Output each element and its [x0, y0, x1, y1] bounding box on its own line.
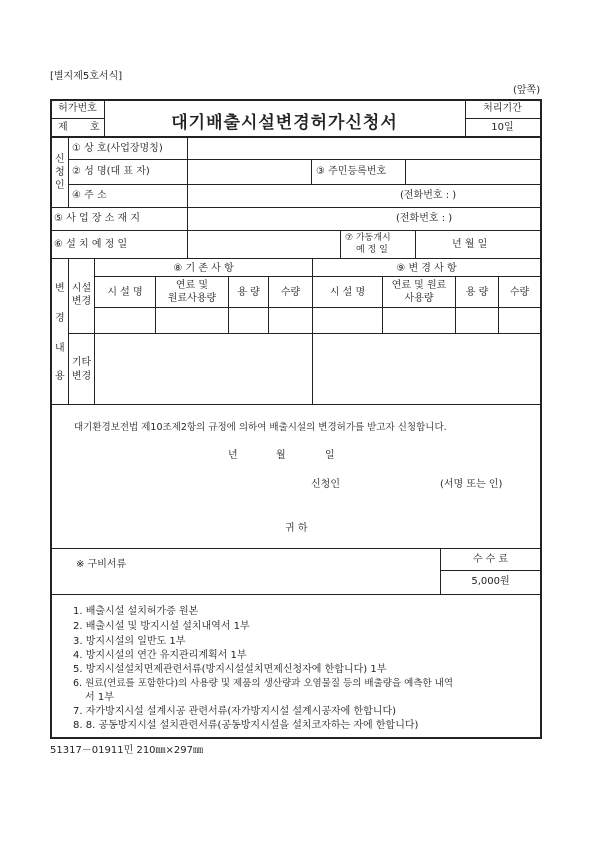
address-phone: (전화번호 : ): [400, 190, 457, 201]
page-side-label: (앞쪽): [513, 85, 541, 96]
processing-period-label: 처리기간: [483, 103, 522, 114]
change-section-char-2: 경: [55, 313, 65, 324]
required-documents-label: ※ 구비서류: [76, 559, 127, 570]
signature-note: (서명 또는 인): [440, 479, 503, 490]
existing-fuel-header-2: 원료사용량: [167, 293, 217, 304]
business-name-field[interactable]: [189, 139, 538, 157]
form-footer-code: 51317－01911민 210㎜×297㎜: [50, 745, 204, 756]
frame-left: [50, 99, 52, 739]
document-item: 6. 원료(연료를 포함한다)의 사용량 및 제품의 생산량과 오염물질 등의 배출량을 예측한 내역: [73, 678, 454, 689]
changed-fuel-header-2: 사용량: [404, 293, 434, 304]
applicant-section-char-3: 인: [55, 180, 65, 191]
business-name-label: ① 상 호(사업장명칭): [72, 143, 163, 154]
addressee: 귀 하: [285, 523, 308, 534]
operation-start-label: ⑦ 가동개시: [345, 233, 391, 243]
changed-other-change-field[interactable]: [314, 335, 538, 402]
existing-capacity-header: 용 량: [237, 287, 260, 298]
existing-other-change-field[interactable]: [96, 335, 310, 402]
date-month: 월: [276, 450, 286, 461]
changed-capacity-header: 용 량: [465, 287, 489, 298]
facility-change-label: 시설: [71, 283, 92, 294]
existing-facility-name-header: 시 설 명: [107, 287, 143, 298]
other-change-label: 기타: [71, 357, 92, 368]
date-year: 년: [228, 450, 238, 461]
document-item: 1. 배출시설 설치허가증 원본: [73, 606, 199, 617]
document-item: 8. 8. 공동방지시설 설치관련서류(공동방지시설을 설치코자하는 자에 한합니다): [73, 720, 419, 731]
representative-name-label: ② 성 명(대 표 자): [72, 166, 150, 177]
changed-items-header: ⑨ 변 경 사 항: [396, 263, 457, 274]
frame-right: [540, 99, 542, 739]
changed-quantity-header: 수량: [509, 287, 530, 298]
workplace-location-field[interactable]: [189, 209, 389, 228]
document-item: 4. 방지시설의 연간 유지관리계획서 1부: [73, 650, 247, 661]
document-item: 7. 자가방지시설 설계시공 관련서류(자가방지시설 설계시공자에 한합니다): [73, 706, 397, 717]
installation-date-label: ⑥ 설 치 예 정 일: [54, 239, 128, 250]
existing-quantity-header: 수량: [280, 287, 301, 298]
change-section-char-3: 내: [55, 343, 65, 354]
installation-date-field[interactable]: [189, 232, 338, 256]
address-field[interactable]: [189, 186, 394, 205]
address-label: ④ 주 소: [72, 190, 107, 201]
existing-items-header: ⑧ 기 존 사 항: [173, 263, 234, 274]
workplace-location-label: ⑤ 사 업 장 소 재 지: [54, 213, 140, 224]
fee-label: 수 수 료: [472, 554, 509, 565]
document-item-continuation: 서 1부: [85, 692, 114, 703]
applicant-section-char-1: 신: [55, 154, 65, 165]
form-id: [별지제5호서식]: [50, 71, 123, 82]
permit-number-suffix: 호: [90, 122, 100, 133]
permit-number-prefix: 제: [58, 122, 68, 133]
application-statement: 대기환경보전법 제10조제2항의 규정에 의하여 배출시설의 변경허가를 받고자 신청합니다.: [74, 422, 447, 433]
operation-start-label-2: 예 정 일: [356, 245, 388, 255]
changed-fuel-header: 연료 및 원료: [391, 280, 447, 291]
applicant-section-char-2: 청: [55, 167, 65, 178]
applicant-signature-label: 신청인: [311, 479, 340, 490]
document-item: 5. 방지시설설치면제관련서류(방지시설설치면제신청자에 한합니다) 1부: [73, 664, 387, 675]
fee-value: 5,000원: [471, 576, 510, 587]
representative-name-field[interactable]: [189, 161, 309, 182]
date-day: 일: [325, 450, 335, 461]
facility-change-label-2: 변경: [71, 296, 92, 307]
operation-start-date: 년 월 일: [452, 239, 488, 250]
resident-number-field[interactable]: [407, 161, 538, 182]
frame-bottom: [50, 737, 542, 739]
document-item: 2. 배출시설 및 방지시설 설치내역서 1부: [73, 621, 250, 632]
existing-fuel-header: 연료 및: [175, 280, 209, 291]
other-change-label-2: 변경: [71, 371, 92, 382]
form-title: 대기배출시설변경허가신청서: [171, 113, 398, 133]
document-item: 3. 방지시설의 일반도 1부: [73, 636, 186, 647]
change-section-char-4: 용: [55, 371, 65, 382]
change-section-char-1: 변: [55, 283, 65, 294]
resident-number-label: ③ 주민등록번호: [316, 166, 387, 177]
processing-period-value: 10일: [491, 122, 514, 133]
changed-facility-name-header: 시 설 명: [329, 287, 366, 298]
permit-number-label: 허가번호: [58, 103, 97, 114]
workplace-phone: (전화번호 : ): [396, 213, 453, 224]
frame-top: [50, 99, 542, 101]
